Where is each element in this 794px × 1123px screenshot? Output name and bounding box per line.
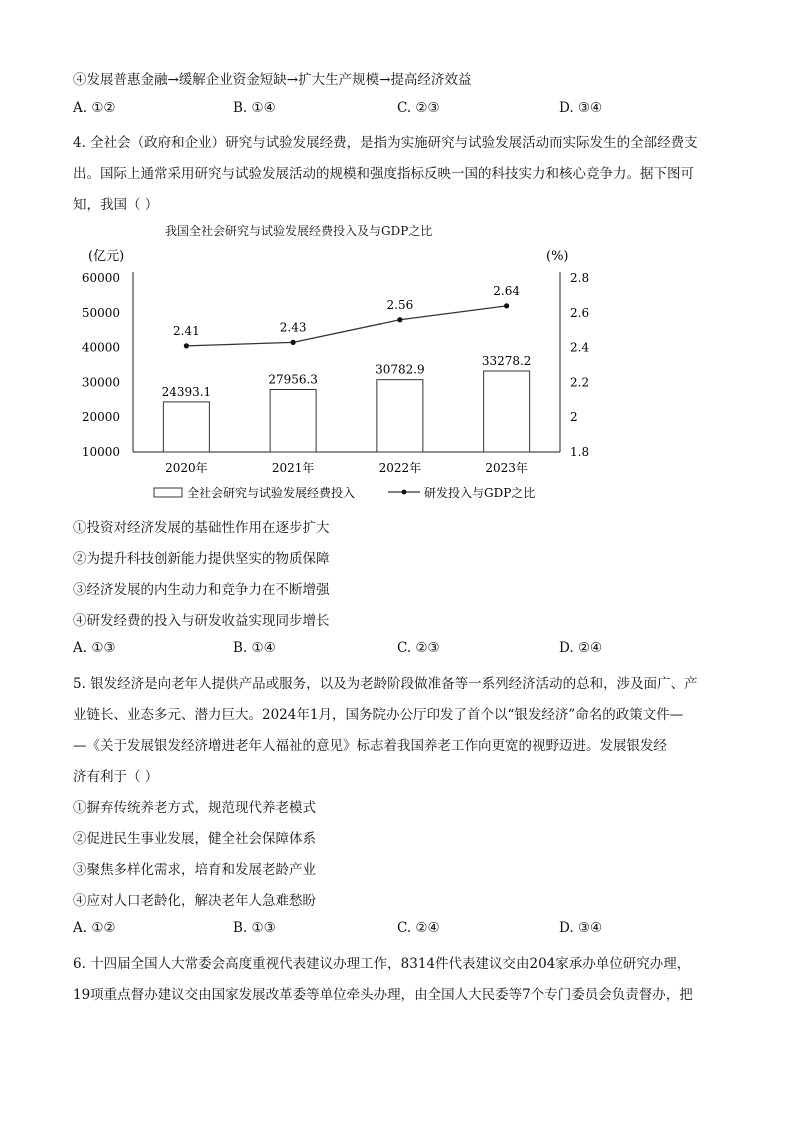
ratio-data-label: 2.56 xyxy=(386,297,414,312)
rd-chart xyxy=(0,0,794,520)
q6-stem-line-2: 19项重点督办建议交由国家发展改革委等单位牵头办理，由全国人大民委等7个专门委员会负责督办，把 xyxy=(73,987,693,1003)
x-axis-tick-label: 2022年 xyxy=(378,461,422,475)
ratio-point xyxy=(291,340,296,345)
left-axis-tick-label: 20000 xyxy=(81,410,120,425)
ratio-point xyxy=(184,343,189,348)
q5-stem-line-2: 业链长、业态多元、潜力巨大。2024年1月，国务院办公厅印发了首个以“银发经济”命名的政策文件— xyxy=(73,707,684,723)
right-axis-tick-label: 2 xyxy=(570,410,578,425)
x-axis-tick-label: 2020年 xyxy=(165,461,208,475)
q3-option-d[interactable]: D. ③④ xyxy=(559,100,603,116)
right-axis-unit: (%) xyxy=(546,249,569,264)
bar xyxy=(484,371,530,452)
x-axis-tick-label: 2021年 xyxy=(271,461,315,475)
q5-stem-line-1: 5. 银发经济是向老年人提供产品或服务，以及为老龄阶段做准备等一系列经济活动的总和，涉及面广、产 xyxy=(73,676,698,692)
left-axis-tick-label: 50000 xyxy=(81,305,120,320)
q3-option-a[interactable]: A. ①② xyxy=(73,100,116,116)
q5-option-b[interactable]: B. ①③ xyxy=(233,920,276,936)
right-axis-tick-label: 1.8 xyxy=(570,445,590,459)
ratio-line xyxy=(186,306,506,346)
q5-statement-1: ①摒弃传统养老方式，规范现代养老模式 xyxy=(73,800,316,816)
q5-statement-4: ④应对人口老龄化，解决老年人急难愁盼 xyxy=(73,893,316,909)
q4-option-a[interactable]: A. ①③ xyxy=(73,640,116,656)
legend-line-label: 研发投入与GDP之比 xyxy=(424,486,536,500)
q3-option-b[interactable]: B. ①④ xyxy=(233,100,276,116)
bar-data-label: 24393.1 xyxy=(161,384,212,399)
ratio-data-label: 2.41 xyxy=(173,323,200,338)
q5-option-d[interactable]: D. ③④ xyxy=(559,920,603,936)
q4-statement-3: ③经济发展的内生动力和竞争力在不断增强 xyxy=(73,582,330,598)
left-axis-tick-label: 40000 xyxy=(81,340,120,355)
ratio-point xyxy=(504,303,509,308)
right-axis-tick-label: 2.6 xyxy=(570,305,590,320)
q5-statement-3: ③聚焦多样化需求，培育和发展老龄产业 xyxy=(73,862,316,878)
ratio-data-label: 2.64 xyxy=(493,283,520,298)
ratio-point xyxy=(397,317,402,322)
left-axis-tick-label: 30000 xyxy=(81,375,120,390)
x-axis-tick-label: 2023年 xyxy=(485,461,528,475)
q3-statement-4: ④发展普惠金融→缓解企业资金短缺→扩大生产规模→提高经济效益 xyxy=(73,72,472,88)
bar-data-label: 30782.9 xyxy=(375,362,425,377)
q5-stem-line-3: —《关于发展银发经济增进老年人福祉的意见》标志着我国养老工作向更宽的视野迈进。发展银发经 xyxy=(73,738,667,754)
q5-statement-2: ②促进民生事业发展，健全社会保障体系 xyxy=(73,831,316,847)
q3-option-c[interactable]: C. ②③ xyxy=(397,100,440,116)
right-axis-tick-label: 2.2 xyxy=(570,375,590,390)
bar xyxy=(163,402,209,452)
q4-statement-1: ①投资对经济发展的基础性作用在逐步扩大 xyxy=(73,520,330,536)
bar xyxy=(270,390,316,452)
q5-option-a[interactable]: A. ①② xyxy=(73,920,116,936)
legend-bar-swatch xyxy=(154,488,182,497)
left-axis-tick-label: 10000 xyxy=(81,445,120,459)
q4-statement-2: ②为提升科技创新能力提供坚实的物质保障 xyxy=(73,551,330,567)
q4-stem-line-1: 4. 全社会（政府和企业）研究与试验发展经费，是指为实施研究与试验发展活动而实际发生的全部经费支 xyxy=(73,135,698,151)
bar xyxy=(377,380,423,452)
right-axis-tick-label: 2.4 xyxy=(570,340,590,355)
q4-stem-line-3: 知，我国（ ） xyxy=(73,197,159,213)
left-axis-tick-label: 60000 xyxy=(81,271,120,285)
left-axis-unit: (亿元) xyxy=(88,249,125,264)
bar-data-label: 33278.2 xyxy=(481,353,532,368)
q5-option-c[interactable]: C. ②④ xyxy=(397,920,440,936)
legend-bar-label: 全社会研究与试验发展经费投入 xyxy=(187,486,356,500)
ratio-data-label: 2.43 xyxy=(279,320,307,335)
q4-option-b[interactable]: B. ①④ xyxy=(233,640,276,656)
right-axis-tick-label: 2.8 xyxy=(570,271,590,285)
legend-line-marker xyxy=(402,490,407,495)
q6-stem-line-1: 6. 十四届全国人大常委会高度重视代表建议办理工作，8314件代表建议交由204家承办单位研究办理， xyxy=(73,956,691,972)
q4-stem-line-2: 出。国际上通常采用研究与试验发展活动的规模和强度指标反映一国的科技实力和核心竞争力。据下图可 xyxy=(73,166,694,182)
chart-title: 我国全社会研究与试验发展经费投入及与GDP之比 xyxy=(165,224,433,238)
q5-stem-line-4: 济有利于（ ） xyxy=(73,769,159,785)
q4-option-c[interactable]: C. ②③ xyxy=(397,640,440,656)
q4-option-d[interactable]: D. ②④ xyxy=(559,640,603,656)
q4-statement-4: ④研发经费的投入与研发收益实现同步增长 xyxy=(73,613,330,629)
bar-data-label: 27956.3 xyxy=(268,372,318,387)
